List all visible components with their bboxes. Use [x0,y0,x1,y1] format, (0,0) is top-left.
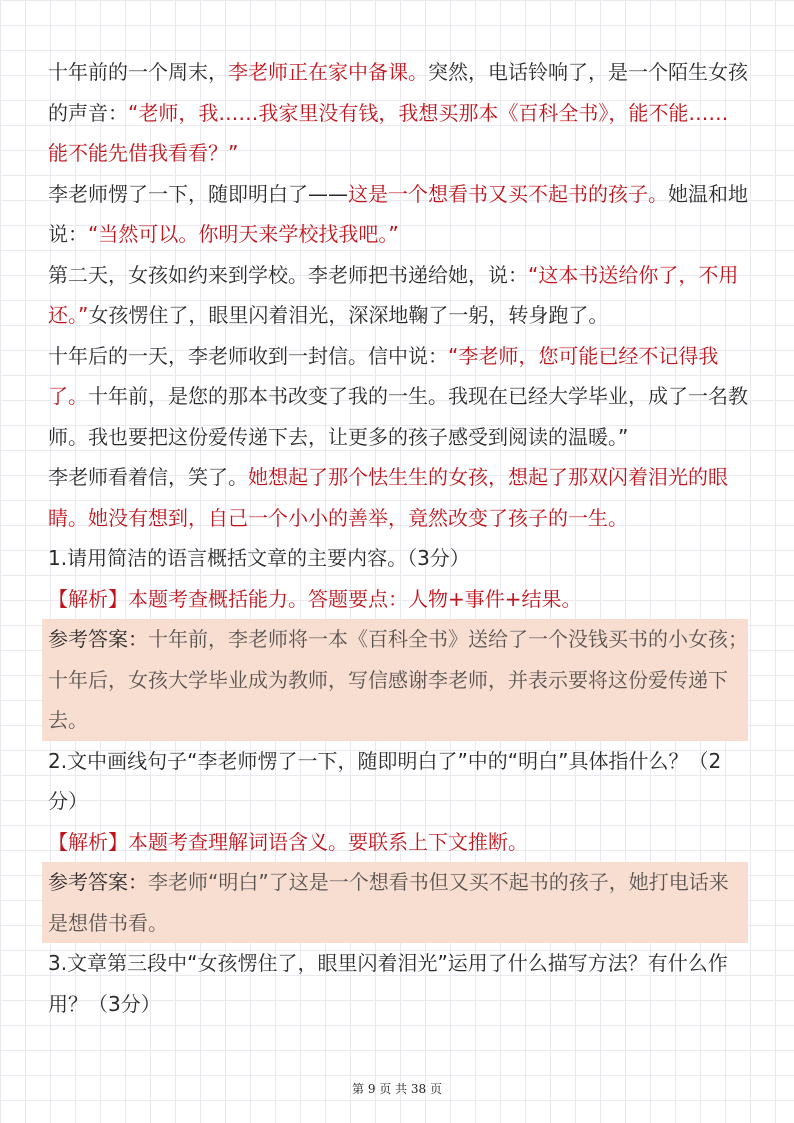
answer-block-1 [42,619,748,741]
question-1: 1.请用简洁的语言概括文章的主要内容。（3分） [48,546,470,570]
answer-text: 李老师“明白”了这是一个想看书但又买不起书的孩子，她打电话来是想借书看。 [48,870,729,935]
text-segment-highlight: “老师，我……我家里没有钱，我想买那本《百科全书》，能不能……能不能先借我看看？” [48,100,729,165]
text-segment: 突然，电话铃响了，是一个陌生女孩的声音： [48,60,748,125]
question-2: 2.文中画线句子“李老师愣了一下，随即明白了”中的“明白”具体指什么？（2分） [48,748,722,813]
text-segment: 第二天，女孩如约来到学校。李老师把书递给她，说： [48,262,528,287]
analysis-2: 【解析】本题考查理解词语含义。要联系上下文推断。 [48,829,528,854]
analysis-1: 【解析】本题考查概括能力。答题要点：人物+事件+结果。 [48,586,582,611]
text-segment: 女孩愣住了，眼里闪着泪光，深深地鞠了一躬，转身跑了。 [88,303,609,327]
story-paragraph-2 [48,174,748,255]
story-paragraph-4 [48,336,748,458]
text-segment: 十年前的一个周末， [48,60,228,84]
answer-label: 参考答案： [48,870,148,894]
page-number-footer: 第 9 页 共 38 页 [352,1082,442,1096]
story-paragraph-5 [48,457,748,538]
text-segment-highlight: “李老师，您可能已经不记得我了。 [48,343,719,408]
story-paragraph-1 [48,52,748,174]
answer-label: 参考答案： [48,627,148,651]
text-segment-highlight: 李老师正在家中备课。 [228,60,428,84]
text-segment-highlight: 她想起了那个怯生生的女孩，想起了那双闪着泪光的眼睛。她没有想到，自己一个小小的善举，竟然改变了孩子的一生。 [48,465,728,530]
text-segment-highlight: 这是一个想看书又买不起书的孩子。 [348,181,668,206]
text-segment-highlight: “当然可以。你明天来学校找我吧。” [88,222,399,246]
answer-text: 十年前，李老师将一本《百科全书》送给了一个没钱买书的小女孩；十年后，女孩大学毕业成为教师，写信感谢李老师，并表示要将这份爱传递下去。 [48,627,748,732]
text-segment: 李老师愣了一下，随即明白了—— [48,181,348,206]
text-segment: 她温和地说： [48,181,748,246]
story-paragraph-3 [48,255,748,336]
text-segment-highlight: “这本书送给你了，不用还。” [48,262,739,327]
text-segment: 李老师看着信，笑了。 [48,465,248,489]
question-3: 3.文章第三段中“女孩愣住了，眼里闪着泪光”运用了什么描写方法？有什么作用？（3分） [48,951,728,1016]
text-segment: 十年后的一天，李老师收到一封信。信中说： [48,343,448,368]
answer-block-2 [42,862,748,943]
text-segment: 十年前，是您的那本书改变了我的一生。我现在已经大学毕业，成了一名教师。我也要把这份爱传递下去，让更多的孩子感受到阅读的温暖。” [48,384,748,449]
document-body [48,52,748,1024]
